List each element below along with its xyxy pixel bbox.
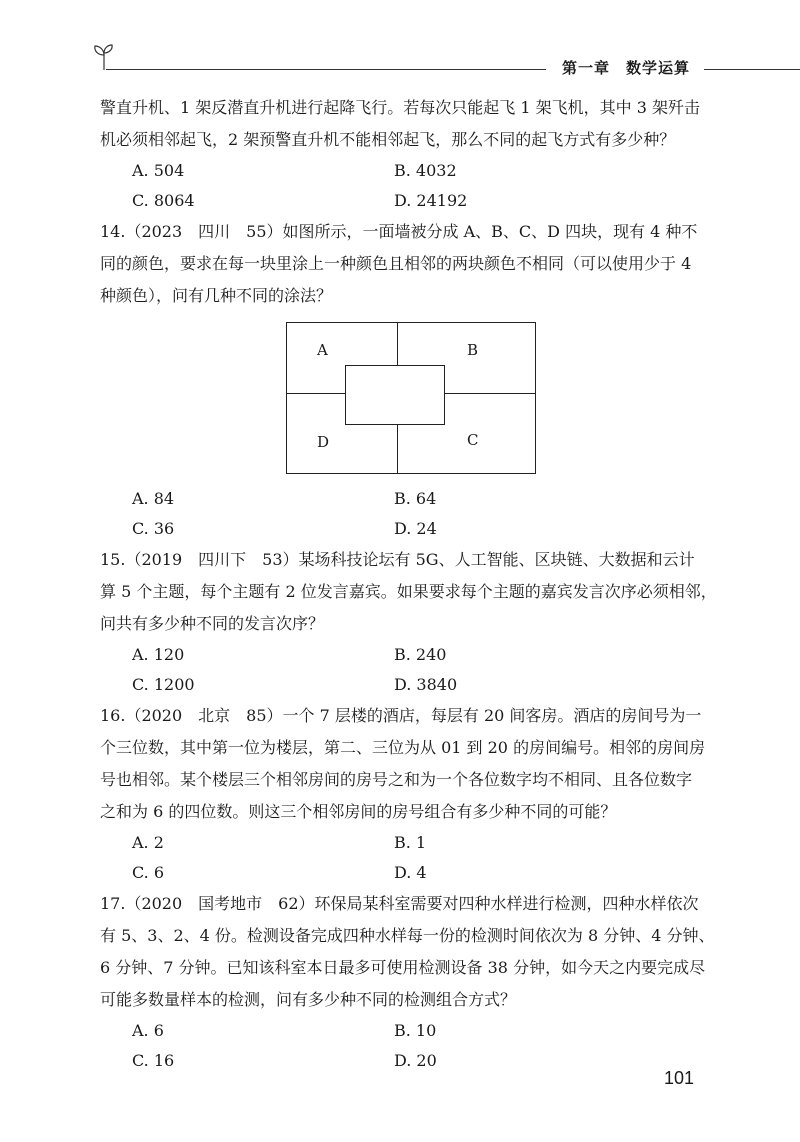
option-d: D. 4	[394, 863, 427, 882]
option-row	[100, 156, 720, 186]
question-text-line: 17.（2020 国考地市 62）环保局某科室需要对四种水样进行检测，四种水样依次	[100, 894, 699, 913]
chapter-name: 数学运算	[626, 59, 691, 77]
option-d: D. 24	[394, 519, 437, 538]
question-text-line: 同的颜色，要求在每一块里涂上一种颜色且相邻的两块颜色不相同（可以使用少于 4	[100, 254, 692, 273]
option-row	[100, 186, 720, 216]
question-text-line: 可能多数量样本的检测，问有多少种不同的检测组合方式？	[100, 990, 517, 1009]
option-row	[100, 640, 720, 670]
question-text-line: 16.（2020 北京 85）一个 7 层楼的酒店，每层有 20 间客房。酒店的房间号为一	[100, 706, 702, 725]
option-row	[100, 1046, 720, 1076]
option-b: B. 4032	[394, 161, 457, 180]
sprout-icon	[92, 42, 116, 72]
center-rectangle	[345, 365, 445, 425]
question-text-line: 15.（2019 四川下 53）某场科技论坛有 5G、人工智能、区块链、大数据和云计	[100, 550, 695, 569]
option-row	[100, 670, 720, 700]
option-row	[100, 858, 720, 888]
option-c: C. 8064	[132, 191, 195, 210]
option-row	[100, 1016, 720, 1046]
header-rule-left	[106, 69, 546, 70]
page-number: 101	[664, 1068, 695, 1088]
option-row	[100, 514, 720, 544]
question-text-line: 号也相邻。某个楼层三个相邻房间的房号之和为一个各位数字均不相同、且各位数字	[100, 770, 693, 789]
option-d: D. 20	[394, 1051, 437, 1070]
question-text-line: 6 分钟、7 分钟。已知该科室本日最多可使用检测设备 38 分钟，如今天之内要完成尽	[100, 958, 706, 977]
page-content	[100, 92, 720, 1076]
option-b: B. 1	[394, 833, 427, 852]
question-17	[100, 888, 720, 1076]
divider-line	[287, 393, 345, 394]
region-label-c: C	[467, 431, 479, 449]
option-d: D. 24192	[394, 191, 468, 210]
option-row	[100, 484, 720, 514]
question-text-line: 种颜色），问有几种不同的涂法？	[100, 286, 333, 305]
region-label-a: A	[317, 341, 328, 359]
option-b: B. 10	[394, 1021, 437, 1040]
option-a: A. 2	[132, 833, 164, 852]
region-label-d: D	[317, 433, 330, 451]
chapter-title	[562, 57, 690, 78]
question-14	[100, 216, 720, 544]
option-c: C. 6	[132, 863, 165, 882]
option-d: D. 3840	[394, 675, 458, 694]
question-text-line: 有 5、3、2、4 份。检测设备完成四种水样每一份的检测时间依次为 8 分钟、4 分钟、	[100, 926, 715, 945]
wall-diagram	[286, 322, 536, 474]
question-text-line: 警直升机、1 架反潜直升机进行起降飞行。若每次只能起飞 1 架飞机，其中 3 架歼击	[100, 98, 700, 117]
option-c: C. 16	[132, 1051, 175, 1070]
question-text-line: 机必须相邻起飞，2 架预警直升机不能相邻起飞，那么不同的起飞方式有多少种？	[100, 130, 676, 149]
option-c: C. 36	[132, 519, 175, 538]
option-row	[100, 828, 720, 858]
option-a: A. 120	[132, 645, 185, 664]
question-text-line: 之和为 6 的四位数。则这三个相邻房间的房号组合有多少种不同的可能？	[100, 802, 617, 821]
option-b: B. 240	[394, 645, 447, 664]
question-16	[100, 700, 720, 888]
divider-line	[445, 393, 535, 394]
question-text-line: 14.（2023 四川 55）如图所示，一面墙被分成 A、B、C、D 四块，现有 4 种不	[100, 222, 698, 241]
question-text-line: 算 5 个主题，每个主题有 2 位发言嘉宾。如果要求每个主题的嘉宾发言次序必须相邻，	[100, 582, 717, 601]
region-label-b: B	[467, 341, 479, 359]
option-a: A. 504	[132, 161, 185, 180]
page-header	[92, 40, 722, 80]
question-13-continuation	[100, 92, 720, 216]
divider-line	[397, 323, 398, 365]
option-a: A. 6	[132, 1021, 164, 1040]
divider-line	[397, 425, 398, 473]
question-text-line: 问共有多少种不同的发言次序？	[100, 614, 325, 633]
header-rule-right	[704, 69, 800, 70]
question-text-line: 个三位数，其中第一位为楼层，第二、三位为从 01 到 20 的房间编号。相邻的房间房	[100, 738, 706, 757]
chapter-number: 第一章	[562, 59, 611, 77]
option-c: C. 1200	[132, 675, 195, 694]
option-a: A. 84	[132, 489, 175, 508]
question-15	[100, 544, 720, 700]
option-b: B. 64	[394, 489, 437, 508]
